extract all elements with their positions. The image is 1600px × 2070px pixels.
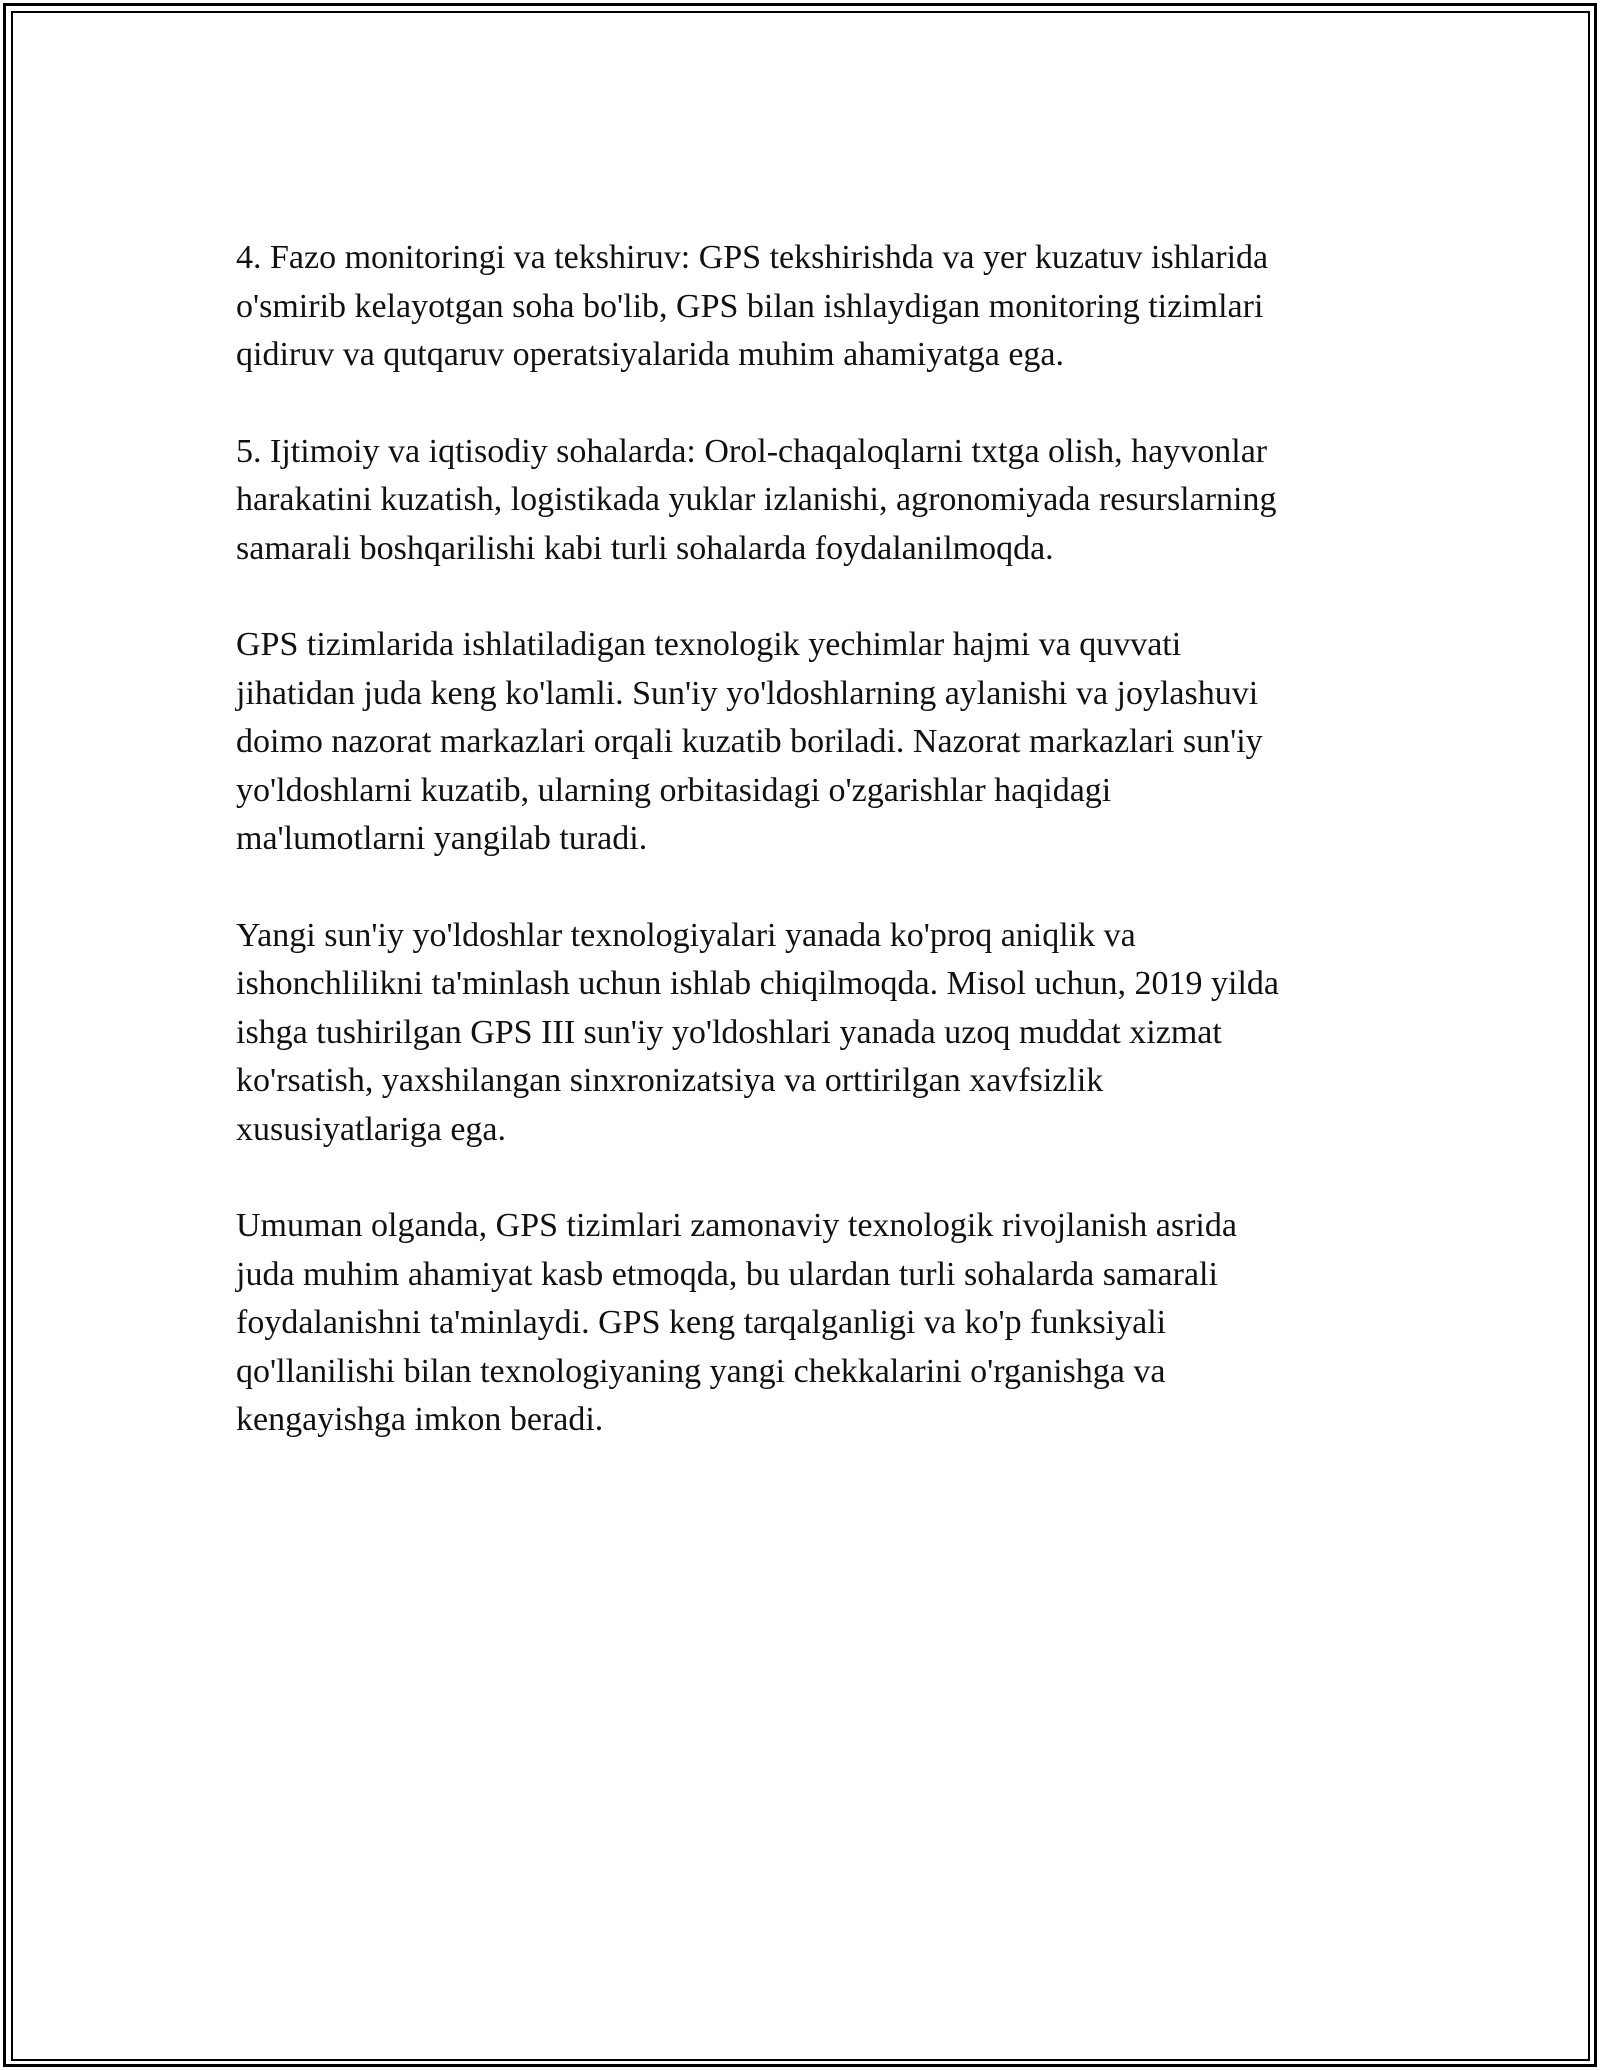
paragraph-xulosa: Umuman olganda, GPS tizimlari zamonaviy texnologik rivojlanish asrida juda muhim ahamiyat kasb etmoqda, bu ulardan turli sohalarda samarali foydalanishni ta'minlaydi. GPS keng tarqalganligi va ko'p funksiyali qo'llanilishi bilan texnologiyaning yangi chekkalarini o'rganishga va kengayishga imkon beradi. (236, 1207, 1237, 1438)
paragraph-ijtimoiy-sohalar: 5. Ijtimoiy va iqtisodiy sohalarda: Orol-chaqaloqlarni txtga olish, hayvonlar harakatini kuzatish, logistikada yuklar izlanishi, agronomiyada resurslarning samarali boshqarilishi kabi turli sohalarda foydalanilmoqda. (236, 432, 1277, 567)
page-body (236, 234, 1386, 1493)
paragraph-fazo-monitoringi: 4. Fazo monitoringi va tekshiruv: GPS tekshirishda va yer kuzatuv ishlarida o'smirib kelayotgan soha bo'lib, GPS bilan ishlaydigan monitoring tizimlari qidiruv va qutqaruv operatsiyalarida muhim ahamiyatga ega. (236, 239, 1269, 373)
paragraph-yangi-yoldoshlar: Yangi sun'iy yo'ldoshlar texnologiyalari yanada ko'proq aniqlik va ishonchlilikni ta'minlash uchun ishlab chiqilmoqda. Misol uchun, 2019 yilda ishga tushirilgan GPS III sun'iy yo'ldoshlari yanada uzoq muddat xizmat ko'rsatish, yaxshilangan sinxronizatsiya va orttirilgan xavfsizlik xususiyatlariga ega. (236, 916, 1280, 1148)
paragraph-texnologik-yechimlar: GPS tizimlarida ishlatiladigan texnologik yechimlar hajmi va quvvati jihatidan juda keng ko'lamli. Sun'iy yo'ldoshlarning aylanishi va joylashuvi doimo nazorat markazlari orqali kuzatib boriladi. Nazorat markazlari sun'iy yo'ldoshlarni kuzatib, ularning orbitasidagi o'zgarishlar haqidagi ma'lumotlarni yangilab turadi. (236, 626, 1263, 857)
